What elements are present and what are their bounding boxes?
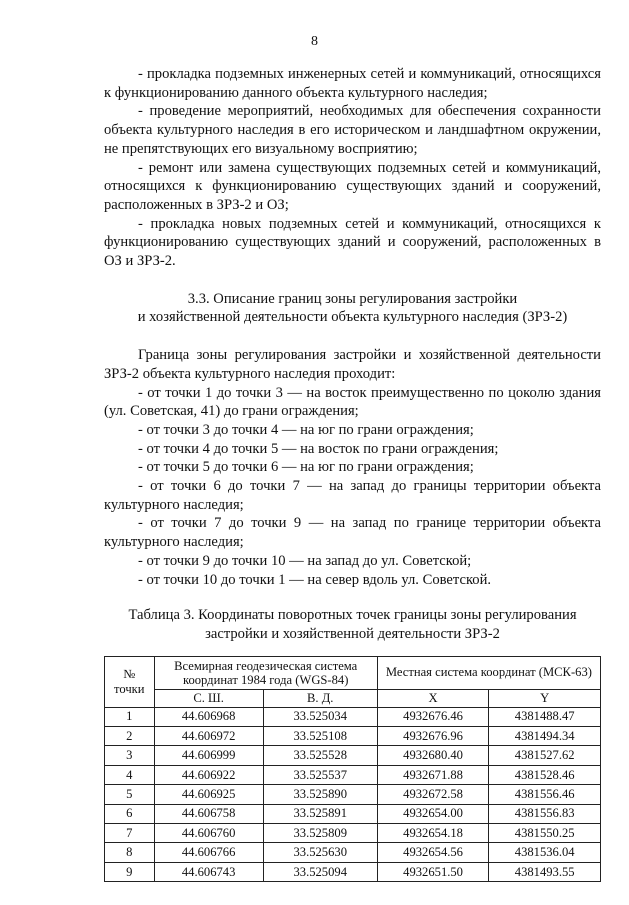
table-header-row (105, 656, 601, 689)
header-num-label: точки (114, 681, 145, 696)
cell-x: 4932676.96 (377, 727, 489, 746)
cell-y: 4381536.04 (489, 843, 601, 862)
header-y: Y (489, 689, 601, 707)
cell-y: 4381494.34 (489, 727, 601, 746)
table-row (105, 824, 601, 843)
cell-longitude: 33.525890 (263, 785, 377, 804)
cell-y: 4381550.25 (489, 824, 601, 843)
cell-longitude: 33.525537 (263, 765, 377, 784)
cell-y: 4381527.62 (489, 746, 601, 765)
table-title: Таблица 3. Координаты поворотных точек границы зоны регулирования (128, 607, 577, 624)
section-heading: 3.3. Описание границ зоны регулирования застройки (187, 290, 518, 307)
table-subheader-row (105, 689, 601, 707)
cell-y: 4381488.47 (489, 707, 601, 726)
cell-x: 4932654.00 (377, 804, 489, 823)
section-intro: Граница зоны регулирования застройки и хозяйственной деятельности ЗРЗ-2 объекта культурного наследия проходит: (104, 347, 601, 382)
cell-longitude: 33.525094 (263, 862, 377, 881)
page-number: 8 (311, 34, 318, 49)
boundary-item: - от точки 6 до точки 7 — на запад до границы территории объекта культурного наследия; (104, 478, 601, 513)
cell-y: 4381556.46 (489, 785, 601, 804)
table-row (105, 765, 601, 784)
cell-x: 4932676.46 (377, 707, 489, 726)
header-wgs84-line2: координат 1984 года (WGS-84) (182, 672, 349, 687)
cell-point-number: 2 (105, 727, 155, 746)
list-item: - проведение мероприятий, необходимых для обеспечения сохранности объекта культурного наследия в его историческом и ландшафтном окружении, не препятствующих его визуальному восприятию; (104, 103, 601, 157)
header-point-number (105, 656, 155, 707)
boundary-item: - от точки 5 до точки 6 — на юг по грани ограждения; (138, 459, 474, 476)
cell-point-number: 9 (105, 862, 155, 881)
cell-x: 4932671.88 (377, 765, 489, 784)
cell-latitude: 44.606972 (154, 727, 263, 746)
cell-point-number: 8 (105, 843, 155, 862)
header-x: X (377, 689, 489, 707)
boundary-item: - от точки 1 до точки 3 — на восток преимущественно по цоколю здания (ул. Советская, 41) до грани ограждения; (104, 384, 601, 420)
boundary-item: - от точки 7 до точки 9 — на запад по границе территории объекта культурного наследия; (104, 515, 601, 551)
cell-x: 4932672.58 (377, 785, 489, 804)
header-latitude: С. Ш. (154, 689, 263, 707)
header-local-system: Местная система координат (МСК-63) (377, 656, 600, 689)
cell-longitude: 33.525891 (263, 804, 377, 823)
cell-x: 4932651.50 (377, 862, 489, 881)
cell-y: 4381493.55 (489, 862, 601, 881)
list-item: - ремонт или замена существующих подземных сетей и коммуникаций, относящихся к функционированию существующих зданий и сооружений, расположенных в ЗРЗ-2 и ОЗ; (104, 159, 601, 213)
table-row (105, 746, 601, 765)
boundary-item: - от точки 10 до точки 1 — на север вдоль ул. Советской. (138, 571, 492, 588)
cell-point-number: 7 (105, 824, 155, 843)
cell-longitude: 33.525528 (263, 746, 377, 765)
cell-x: 4932680.40 (377, 746, 489, 765)
header-wgs84-line1: Всемирная геодезическая система (174, 658, 358, 673)
cell-point-number: 1 (105, 707, 155, 726)
table-row (105, 804, 601, 823)
boundary-item: - от точки 4 до точки 5 — на восток по грани ограждения; (138, 440, 499, 457)
cell-latitude: 44.606925 (154, 785, 263, 804)
table-row (105, 862, 601, 881)
cell-longitude: 33.525630 (263, 843, 377, 862)
cell-point-number: 3 (105, 746, 155, 765)
boundary-item: - от точки 3 до точки 4 — на юг по грани ограждения; (138, 421, 474, 438)
cell-latitude: 44.606760 (154, 824, 263, 843)
cell-y: 4381556.83 (489, 804, 601, 823)
list-item: - прокладка подземных инженерных сетей и коммуникаций, относящихся к функционированию данного объекта культурного наследия; (104, 66, 601, 101)
cell-latitude: 44.606999 (154, 746, 263, 765)
cell-latitude: 44.606968 (154, 707, 263, 726)
table-body (105, 707, 601, 882)
header-wgs84 (154, 656, 377, 689)
header-longitude: В. Д. (263, 689, 377, 707)
cell-point-number: 6 (105, 804, 155, 823)
boundary-item: - от точки 9 до точки 10 — на запад до ул. Советской; (138, 552, 472, 569)
cell-latitude: 44.606743 (154, 862, 263, 881)
table-row (105, 707, 601, 726)
table-row (105, 727, 601, 746)
document-body (104, 65, 601, 882)
cell-latitude: 44.606758 (154, 804, 263, 823)
cell-point-number: 5 (105, 785, 155, 804)
table-row (105, 843, 601, 862)
coordinates-table (104, 656, 601, 883)
cell-longitude: 33.525809 (263, 824, 377, 843)
cell-latitude: 44.606766 (154, 843, 263, 862)
cell-longitude: 33.525108 (263, 727, 377, 746)
cell-x: 4932654.56 (377, 843, 489, 862)
cell-longitude: 33.525034 (263, 707, 377, 726)
header-num-symbol: № (123, 666, 136, 681)
table-title-continued: застройки и хозяйственной деятельности ЗРЗ-2 (205, 625, 500, 642)
section-heading-continued: и хозяйственной деятельности объекта культурного наследия (ЗРЗ-2) (137, 309, 568, 326)
cell-x: 4932654.18 (377, 824, 489, 843)
cell-y: 4381528.46 (489, 765, 601, 784)
table-row (105, 785, 601, 804)
list-item: - прокладка новых подземных сетей и коммуникаций, относящихся к функционированию существующих зданий и сооружений, расположенных в ОЗ и ЗРЗ-2. (104, 215, 601, 270)
cell-point-number: 4 (105, 765, 155, 784)
cell-latitude: 44.606922 (154, 765, 263, 784)
